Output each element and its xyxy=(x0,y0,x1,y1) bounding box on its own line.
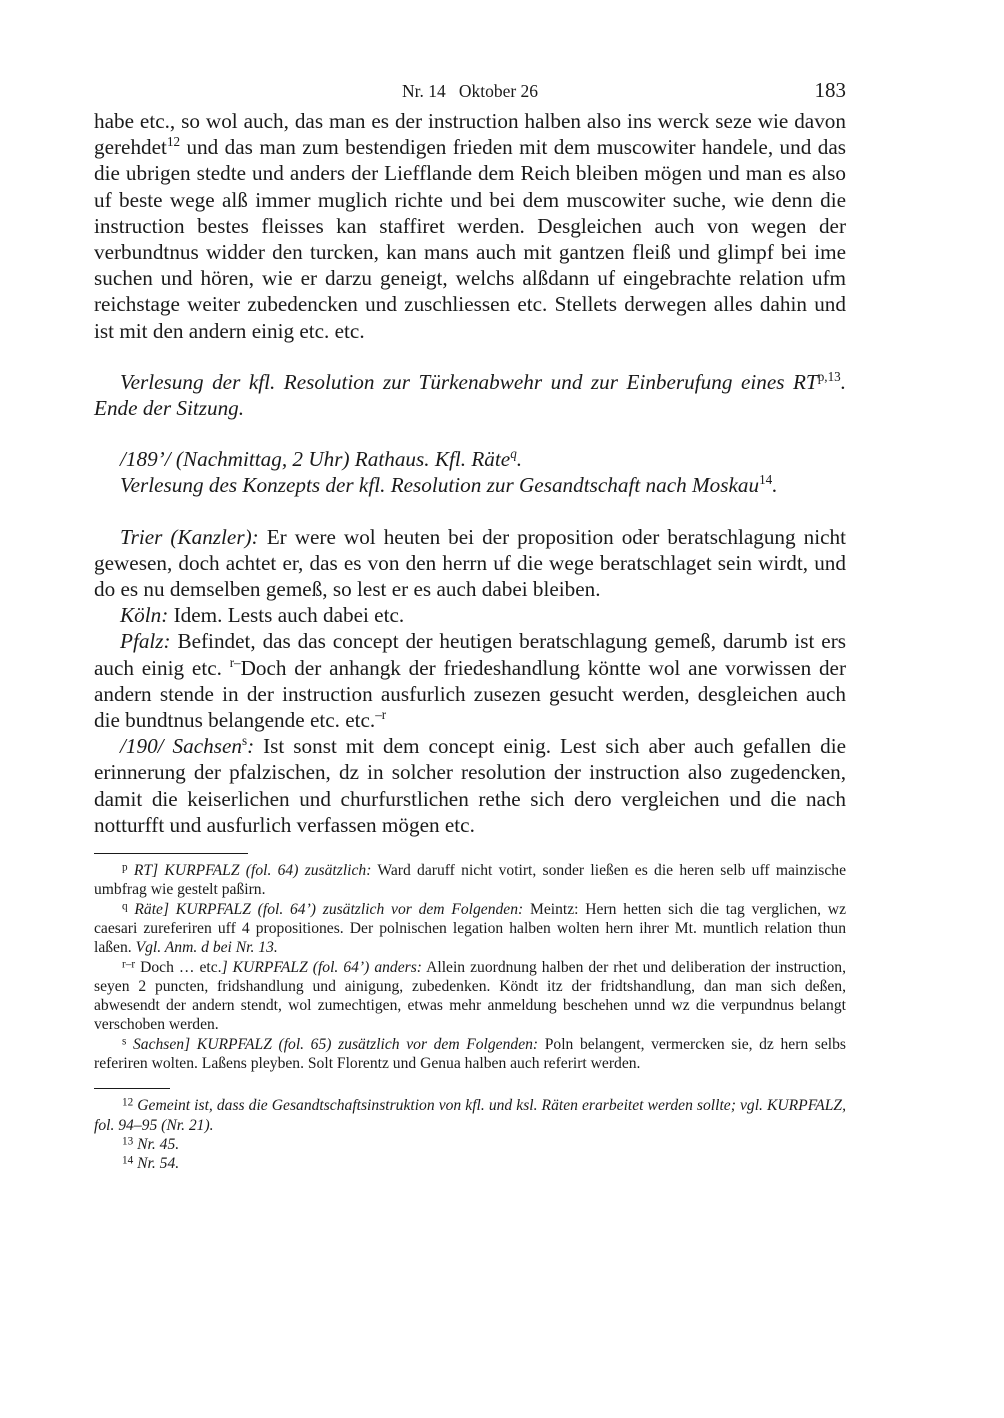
paragraph-text: und das man zum bestendigen frieden mit dem muscowiter handele, und das die ubrigen stedte und anders der Liefflande dem Reich bleiben mögen und man es also uf beste wege alß immer muglich richte und bei dem muscowiter suche, wie denn die instruction bestes fleisses kan staffiret werden. Desgleichen auch von wegen der verbundtnus widder den turcken, kan mans auch mit gantzen fleiß und glimpf bei ime suchen und hören, wie er darzu geneigt, welchs alßdann uf eingebrachte relation ufm reichstage weiter zubedencken und zuschliessen etc. Stellets derwegen alles dahin und ist mit den andern einig etc. etc. xyxy=(94,135,846,343)
footnote-ref-14: 14 xyxy=(759,472,773,488)
paragraph-continued xyxy=(94,108,846,344)
apparatus-mark-r-open: r– xyxy=(229,654,241,670)
apparatus-note-s xyxy=(94,1035,846,1074)
vote-text: Doch der anhangk der friedeshandlung köntte wol ane vorwissen der andern stende in der instruction ausfurlich zusezen gesucht werden, desgleichen auch die bundtnus belangende etc. etc. xyxy=(94,655,846,733)
apparatus-reference: Vgl. Anm. d bei Nr. 13. xyxy=(135,939,278,957)
document-page xyxy=(94,76,846,1174)
punctuation: . xyxy=(772,473,778,498)
footnote-text: Nr. 45. xyxy=(137,1135,180,1153)
apparatus-ref-s: s xyxy=(241,733,248,749)
main-text xyxy=(94,108,846,838)
speaker-sachsen: Sachsen xyxy=(172,734,242,759)
footnotes xyxy=(94,1096,846,1173)
apparatus-lemma: Sachsen] KURPFALZ (fol. 65) zusätzlich vor dem Folgenden: xyxy=(133,1035,539,1053)
footnote-14 xyxy=(94,1154,846,1173)
apparatus-mark: q xyxy=(122,900,128,913)
session-heading xyxy=(94,446,846,472)
apparatus-text: Ward daruff nicht votirt, sonder ließen es die heren selb uff mainzische umbfrag wie gestelt paßirn. xyxy=(94,862,846,899)
apparatus-lemma: ] KURPFALZ (fol. 64’) anders: xyxy=(221,958,422,976)
speaker-koeln: Köln: xyxy=(120,603,169,628)
apparatus-mark: s xyxy=(122,1035,127,1048)
text-apparatus xyxy=(94,861,846,1073)
page-number: 183 xyxy=(814,78,846,102)
footnote-mark: 13 xyxy=(122,1135,134,1148)
apparatus-note-q xyxy=(94,900,846,958)
apparatus-note-p xyxy=(94,861,846,900)
speaker-pfalz: Pfalz: xyxy=(120,629,171,654)
footnote-text: Nr. 54. xyxy=(137,1155,180,1173)
apparatus-text: Poln belangent, vermercken sie, dz hern selbs referiren wolten. Laßens pleyben. Solt Florentz und Genua halben auch referirt werden. xyxy=(94,1035,846,1073)
speaker-colon: : xyxy=(247,734,255,759)
paragraph-gap xyxy=(94,499,846,524)
footnote-mark: 14 xyxy=(122,1154,134,1167)
vote-trier xyxy=(94,524,846,603)
apparatus-lemma: Räte] KURPFALZ (fol. 64’) zusätzlich vor dem Folgenden: xyxy=(134,900,524,918)
paragraph-gap xyxy=(94,344,846,369)
running-title: Nr. 14 Oktober 26 xyxy=(401,81,539,101)
summary-text: . Ende der Sitzung. xyxy=(94,369,846,421)
apparatus-lemma-plain: Doch … etc. xyxy=(140,958,222,976)
vote-koeln xyxy=(94,602,846,628)
apparatus-lemma: RT] KURPFALZ (fol. 64) zusätzlich: xyxy=(133,862,372,880)
folio-marker: /190/ xyxy=(120,734,173,759)
apparatus-ref-p: p,13 xyxy=(817,368,841,384)
apparatus-mark: p xyxy=(122,861,128,874)
summary-text: Verlesung der kfl. Resolution zur Türkenabwehr und zur Einberufung eines RT xyxy=(120,369,818,394)
apparatus-mark-r-close: –r xyxy=(375,707,387,723)
vote-text: Ist sonst mit dem concept einig. Lest sich aber auch gefallen die erinnerung der pfalzischen, dz in solcher resolution der instruction also zugedencken, damit die keiserlichen und churfurstlichen rethe sich dero vergleichen und die nach notturfft und ausfurlich verfassen mögen etc. xyxy=(94,734,846,837)
editorial-summary xyxy=(94,369,846,421)
session-heading-text: . xyxy=(516,447,523,472)
footnote-text: Gemeint ist, dass die Gesandtschaftsinstruktion von kfl. und ksl. Räten erarbeitet werden sollte; vgl. KURPFALZ, fol. 94–95 (Nr. 21). xyxy=(94,1097,846,1134)
vote-text: Idem. Lests auch dabei etc. xyxy=(168,603,405,628)
apparatus-text: Meintz: Hern hetten sich die tag verglichen, wz caesari zureferiren uff 4 propositiones. Der polnischen legation halben wolten hern ihrer Mt. muntlich relation thun laßen. xyxy=(94,900,846,957)
session-summary-text: Verlesung des Konzepts der kfl. Resolution zur Gesandtschaft nach Moskau xyxy=(120,473,760,498)
apparatus-ref-q: q xyxy=(510,446,517,462)
vote-sachsen xyxy=(94,733,846,838)
footnote-12 xyxy=(94,1096,846,1135)
vote-text: Er were wol heuten bei der proposition oder beratschlagung nicht gewesen, doch achtet er, das es von den herrn uf die wege beratschlaget sein wirdt, und do es nu demselben gemeß, so lest er es auch dabei bleiben. xyxy=(94,524,846,602)
running-header xyxy=(94,76,846,108)
footnote-mark: 12 xyxy=(122,1096,134,1109)
vote-pfalz xyxy=(94,628,846,733)
apparatus-mark: r–r xyxy=(122,958,136,971)
paragraph-gap xyxy=(94,421,846,446)
apparatus-text: Allein zuordnung halben der rhet und deliberation der instruction, seyen 2 puncten, fridshandlung und ainigung, zubedenken. Köndt itz der fridtshandlung, dan man sich deßen, abwesendt der andern stendt, wol zumechtigen, etwas mehr anmeldung beschehen unnd wz die verpundnus belangt verschoben werden. xyxy=(94,958,846,1034)
session-summary xyxy=(94,472,846,498)
paragraph-text: habe etc., so wol auch, das man es der instruction halben also ins werck seze wie davon gerehdet xyxy=(94,109,846,160)
apparatus-note-r xyxy=(94,958,846,1035)
footnote-ref-12: 12 xyxy=(166,134,181,150)
footnote-13 xyxy=(94,1135,846,1154)
vote-text: Befindet, das das concept der heutigen beratschlagung gemeß, darumb ist ers auch einig etc. xyxy=(94,629,846,680)
speaker-trier: Trier (Kanzler): xyxy=(120,524,259,549)
session-heading-text: /189’/ (Nachmittag, 2 Uhr) Rathaus. Kfl. Räte xyxy=(120,447,511,472)
